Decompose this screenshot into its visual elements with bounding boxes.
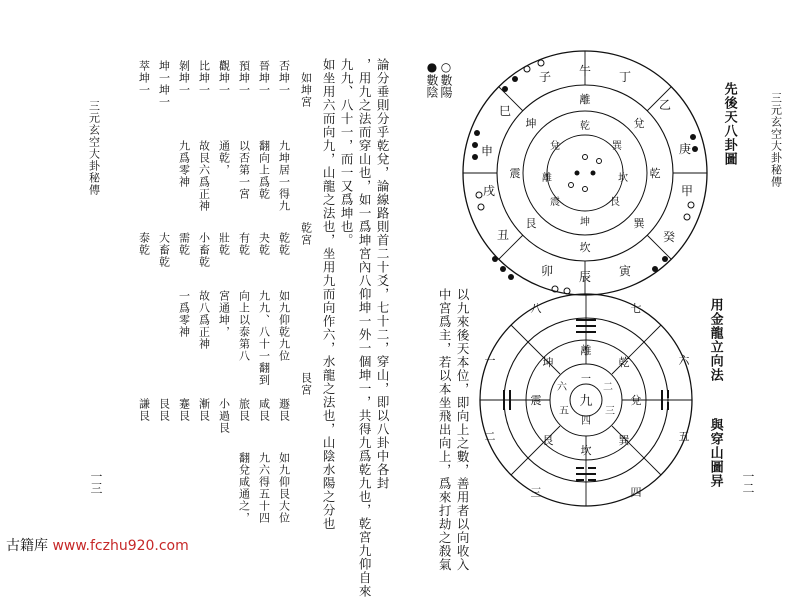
svg-text:丁: 丁	[618, 70, 632, 84]
table-row: 九六得五十四	[257, 452, 271, 524]
svg-text:乙: 乙	[658, 98, 672, 112]
svg-text:坎: 坎	[580, 444, 592, 457]
svg-text:巽: 巽	[633, 217, 645, 230]
table-row: 故艮六爲正神	[197, 140, 211, 212]
svg-text:癸: 癸	[662, 230, 676, 244]
svg-text:離: 離	[542, 173, 552, 184]
svg-text:戌: 戌	[482, 184, 496, 198]
top-bagua-diagram	[455, 45, 715, 305]
table-row: 坤一坤一	[157, 60, 171, 108]
table-row: 九爲零神	[177, 140, 191, 188]
table-row: 萃坤一	[137, 60, 151, 96]
svg-text:四: 四	[630, 486, 642, 499]
svg-text:坎: 坎	[579, 241, 591, 254]
table-row: 晉坤一	[257, 60, 271, 96]
table-row: 漸艮	[197, 398, 211, 422]
svg-text:申: 申	[480, 144, 494, 158]
table-row: 故八爲正神	[197, 290, 211, 350]
table-row: 一爲零神	[177, 290, 191, 338]
legend-yin	[424, 60, 441, 98]
body-line-3: 九九、八十一，而一又爲坤也。	[339, 58, 355, 247]
legend-yang-label: 數陽	[439, 74, 453, 98]
bottom-jinlong-diagram	[476, 290, 696, 510]
body-line-4: 如坐用六而向九，山龍之法也，坐用九而向作六，水龍之法也，山陰水陽之分也	[321, 58, 337, 531]
table-header-gen: 艮宮	[299, 372, 313, 396]
svg-text:二: 二	[484, 430, 496, 443]
page-number-right: 一二	[741, 470, 755, 494]
table-row: 預坤一	[237, 60, 251, 96]
table-row: 翻兌咸通之，	[237, 452, 251, 524]
svg-text:一: 一	[484, 354, 496, 367]
table-row: 如九仰艮大位	[277, 452, 291, 524]
legend-yin-label: 數陰	[425, 74, 439, 98]
table-row: 通乾，	[217, 140, 231, 176]
svg-text:庚: 庚	[678, 142, 692, 156]
site-watermark	[6, 535, 189, 555]
svg-text:坤: 坤	[542, 356, 554, 369]
table-row: 宮通坤，	[217, 290, 231, 338]
svg-text:乾: 乾	[618, 356, 630, 369]
svg-text:坎: 坎	[618, 173, 628, 184]
svg-text:艮: 艮	[542, 434, 554, 447]
svg-text:五: 五	[559, 406, 569, 417]
svg-text:五: 五	[678, 430, 690, 443]
table-row: 泰乾	[137, 232, 151, 256]
body-line-2: ，用九之法而穿山也，如一爲坤宮內八仰坤一外一個坤一，共得九爲乾九也，乾宮九仰自來	[357, 58, 373, 598]
table-row: 小畜乾	[197, 232, 211, 268]
table-header-kun: 如坤宮	[299, 72, 313, 108]
table-row: 乾乾	[277, 232, 291, 256]
svg-text:坤: 坤	[525, 117, 537, 130]
svg-text:卯: 卯	[540, 264, 554, 278]
svg-text:午: 午	[578, 64, 592, 78]
svg-text:坤: 坤	[580, 217, 590, 228]
diagram-heading-bottom-b: 與穿山圖异	[707, 418, 723, 488]
table-row: 有乾	[237, 232, 251, 256]
table-row: 遯艮	[277, 398, 291, 422]
svg-text:乾: 乾	[580, 121, 590, 132]
svg-text:艮: 艮	[610, 197, 620, 208]
table-row: 向上以泰第八	[237, 290, 251, 362]
table-row: 夬乾	[257, 232, 271, 256]
svg-text:六: 六	[678, 354, 690, 367]
svg-text:乾: 乾	[649, 167, 661, 180]
bottom-diagram-center: 九	[579, 394, 593, 409]
svg-text:兌: 兌	[630, 394, 642, 407]
bottom-text-col-1: 以九來後天本位，即向上之數，善用者以向收入	[455, 288, 471, 572]
table-row: 九坤居一得九	[277, 140, 291, 212]
legend-yin-symbol: ●	[425, 60, 439, 74]
svg-text:四: 四	[581, 416, 591, 427]
table-row: 艮艮	[157, 398, 171, 422]
svg-text:巽: 巽	[612, 141, 622, 152]
table-row: 謙艮	[137, 398, 151, 422]
svg-text:丑: 丑	[496, 228, 510, 242]
table-row: 九九、八十一翻到	[257, 290, 271, 386]
svg-text:巽: 巽	[618, 434, 630, 447]
svg-text:三: 三	[605, 406, 615, 417]
svg-text:震: 震	[509, 167, 521, 180]
svg-text:八: 八	[530, 302, 542, 315]
page-number-left: 一三	[89, 470, 103, 494]
svg-text:震: 震	[530, 394, 542, 407]
table-row: 蹇艮	[177, 398, 191, 422]
diagram-heading-bottom-a: 用金龍立向法	[707, 298, 723, 382]
svg-text:甲: 甲	[680, 184, 694, 198]
table-row: 比坤一	[197, 60, 211, 96]
svg-text:二: 二	[603, 382, 613, 393]
body-line-1: 論分垂則分乎乾兌，論線路則首二十爻，七十二，穿山，即以八卦中各封	[375, 58, 391, 490]
table-row: 壯乾	[217, 232, 231, 256]
svg-text:震: 震	[550, 197, 560, 208]
table-row: 觀坤一	[217, 60, 231, 96]
svg-text:六: 六	[557, 382, 567, 393]
svg-text:辰: 辰	[578, 270, 592, 284]
table-row: 大畜乾	[157, 232, 171, 268]
table-row: 咸艮	[257, 398, 271, 422]
table-row: 小過艮	[217, 398, 231, 434]
table-row: 剝坤一	[177, 60, 191, 96]
bottom-text-col-2: 中宮爲主，若以本坐飛出向上，爲來打劫之殺氣	[437, 288, 453, 572]
book-title-right: 三元玄空大卦秘傳	[769, 92, 783, 188]
svg-text:一: 一	[581, 374, 591, 385]
svg-text:兌: 兌	[550, 141, 560, 152]
footer-site-name: 古籍库	[6, 538, 48, 554]
svg-text:艮: 艮	[525, 217, 537, 230]
svg-text:子: 子	[538, 70, 552, 84]
svg-text:寅: 寅	[618, 264, 632, 278]
svg-text:七: 七	[630, 302, 642, 315]
table-header-qian: 乾宮	[299, 222, 313, 246]
svg-text:離: 離	[579, 93, 591, 106]
table-row: 需乾	[177, 232, 191, 256]
table-row: 翻向上爲乾	[257, 140, 271, 200]
svg-text:離: 離	[580, 344, 592, 357]
table-row: 旅艮	[237, 398, 251, 422]
legend-yang-symbol: ○	[439, 60, 453, 74]
table-row: 如九仰乾九位	[277, 290, 291, 362]
table-row: 否坤一	[277, 60, 291, 96]
svg-text:兌: 兌	[633, 117, 645, 130]
book-title-left: 三元玄空大卦秘傳	[87, 100, 101, 196]
table-row: 以否第一宮	[237, 140, 251, 200]
svg-text:巳: 巳	[498, 104, 512, 118]
svg-text:三: 三	[530, 486, 542, 499]
diagram-heading-top: 先後天八卦圖	[721, 82, 737, 166]
footer-url: www.fczhu920.com	[52, 538, 189, 554]
